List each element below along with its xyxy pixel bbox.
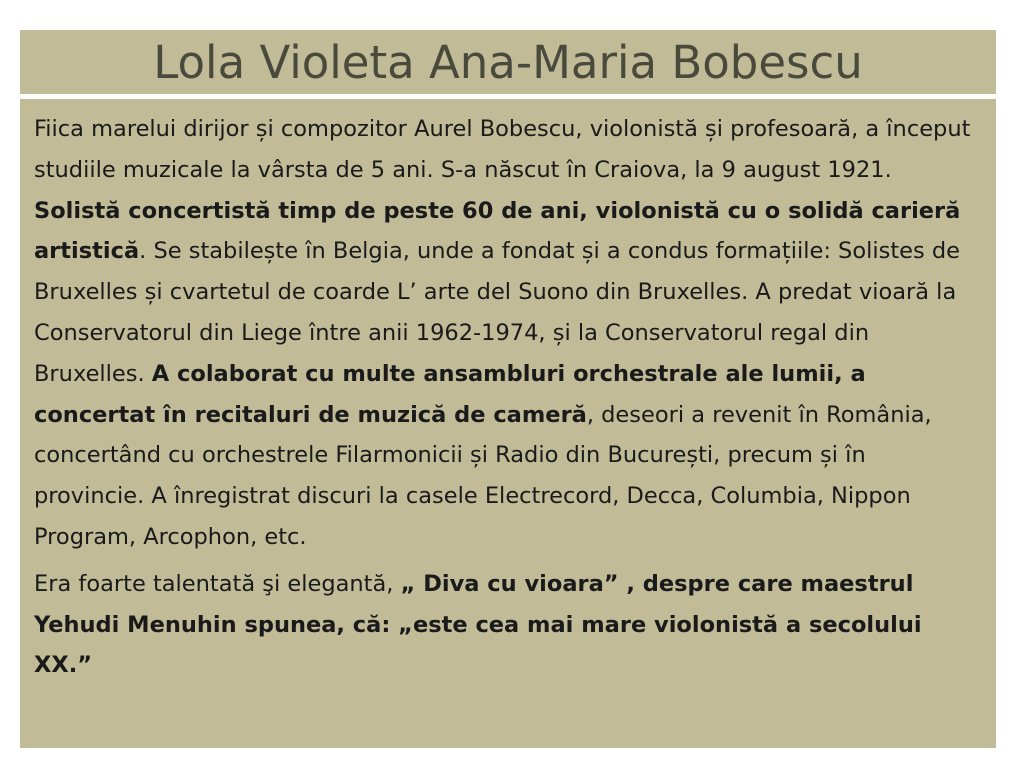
title-bar — [20, 30, 996, 94]
biography-paragraph — [34, 109, 982, 558]
bio-text-2: . Se stabilește în Belgia, unde a fondat și a condus formațiile: Solistes de Bruxelles și cvartetul de coarde L’ arte del Suono din Bruxelles. A predat vioară la Conservatorul din Liege între anii 1962-1974, și la Conservatorul regal din Bruxelles. — [34, 238, 960, 387]
slide-title: Lola Violeta Ana-Maria Bobescu — [153, 35, 863, 89]
quote-intro: Era foarte talentată şi elegantă, — [34, 570, 401, 597]
quote-paragraph — [34, 564, 982, 686]
bio-bold-1: Solistă concertistă timp de peste 60 de ani, violonistă cu o solidă carieră artistică — [34, 197, 961, 265]
quote-bold: „ Diva cu vioara” , despre care maestrul Yehudi Menuhin spunea, că: „este cea mai mare violonistă a secolului XX.” — [34, 570, 922, 679]
body-text-box — [20, 99, 996, 748]
bio-text-1: Fiica marelui dirijor și compozitor Aurel Bobescu, violonistă și profesoară, a început studiile muzicale la vârsta de 5 ani. S-a născut în Craiova, la 9 august 1921. — [34, 116, 971, 183]
bio-text-3: , deseori a revenit în România, concertând cu orchestrele Filarmonicii și Radio din București, precum și în provincie. A înregistrat discuri la casele Electrecord, Decca, Columbia, Nippon Program, Arcophon, etc. — [34, 401, 932, 550]
bio-bold-2: A colaborat cu multe ansambluri orchestrale ale lumii, a concertat în recitaluri de muzică de cameră — [34, 360, 866, 428]
